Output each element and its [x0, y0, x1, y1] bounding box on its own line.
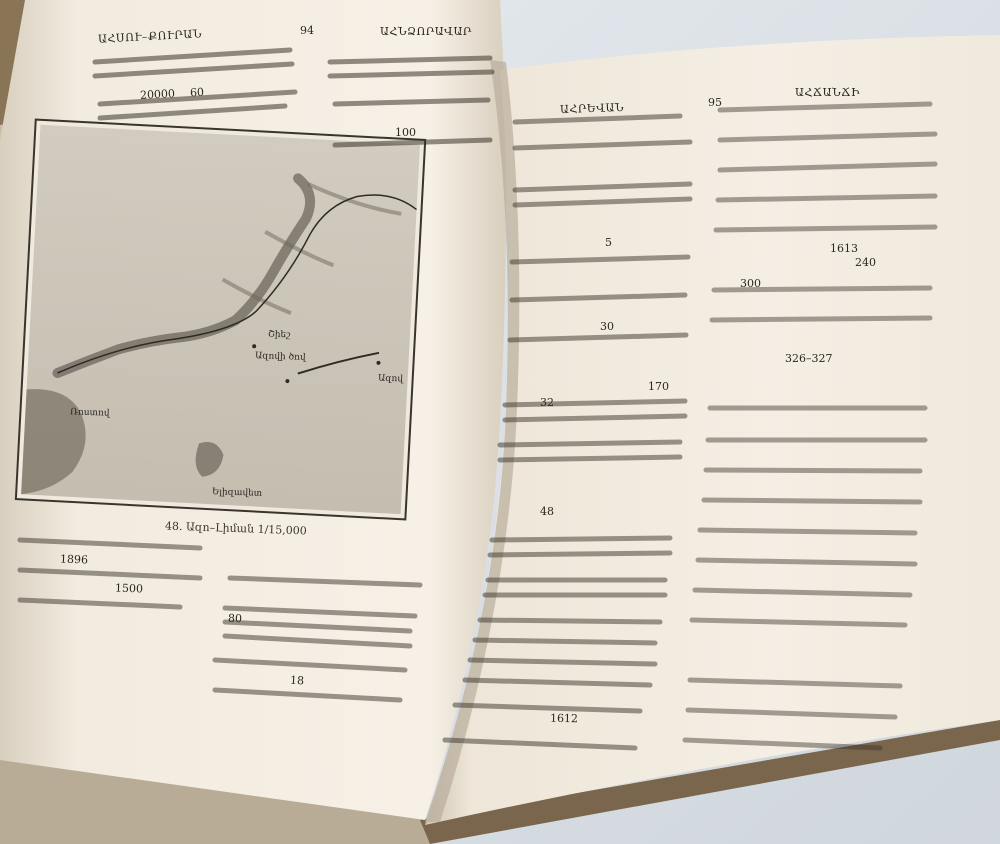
right-header-center: ԱՀՃԱՆՃԻ — [795, 86, 861, 99]
number-mention: 1896 — [59, 552, 89, 567]
right-page-number: 95 — [708, 96, 722, 109]
number-mention: 326–327 — [785, 352, 833, 365]
number-mention: 20000 — [139, 87, 176, 102]
number-mention: 240 — [855, 256, 876, 269]
number-mention: 48 — [540, 505, 554, 518]
number-mention: 18 — [289, 673, 305, 688]
left-page-number: 94 — [300, 24, 314, 37]
number-mention: 1612 — [549, 711, 579, 726]
map-label: Ազով — [377, 373, 404, 385]
number-mention: 1613 — [830, 242, 858, 255]
map-label: Ելիզավետ — [211, 487, 263, 499]
number-mention: 80 — [227, 611, 243, 626]
left-header-center: ԱՀՆՁՈՐԱՎԱՐ — [380, 25, 472, 38]
map-label: Ազովի ծով — [254, 351, 306, 363]
number-mention: 30 — [600, 320, 614, 333]
right-running-head: ԱՀՐԵՎԱՆ — [559, 100, 625, 117]
number-mention: 300 — [740, 277, 761, 290]
map-caption: 48. Ազո–Լիման 1/15,000 — [164, 519, 307, 538]
number-mention: 100 — [395, 126, 416, 139]
number-mention: 1500 — [114, 581, 144, 596]
map-label: Շիեշ — [267, 329, 291, 341]
map-label: Ռոստով — [69, 407, 110, 419]
map-figure — [16, 120, 425, 520]
number-mention: 5 — [605, 236, 612, 249]
number-mention: 60 — [189, 85, 205, 100]
left-running-head: ԱՀՍՈՒ–ՔՈՒՐԱՆ — [97, 27, 203, 46]
number-mention: 170 — [648, 380, 669, 393]
number-mention: 32 — [540, 396, 554, 409]
